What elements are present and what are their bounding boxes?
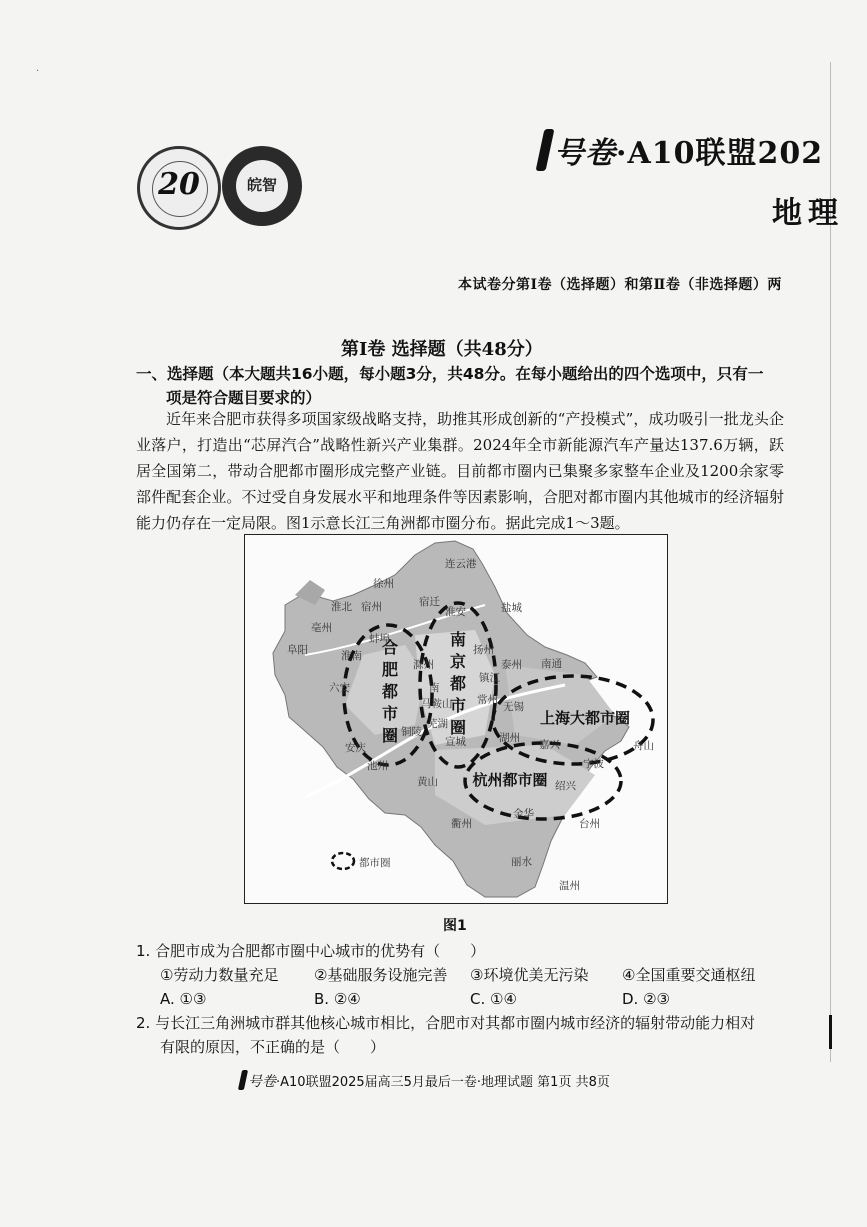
nanjing-circle-label-3: 都 xyxy=(449,674,467,693)
city-label: 南通 xyxy=(541,658,562,670)
nanjing-circle-label-4: 市 xyxy=(449,696,467,715)
city-label: 绍兴 xyxy=(555,780,576,792)
question-2-stem-line2: 有限的原因，不正确的是（ ） xyxy=(160,1038,386,1056)
city-label: 镇江 xyxy=(479,672,500,684)
q1-item-4: ④全国重要交通枢纽 xyxy=(622,966,756,984)
city-label: 芜湖 xyxy=(427,718,448,730)
hefei-circle-label-1: 合 xyxy=(381,638,399,657)
city-label: 宿州 xyxy=(361,601,382,613)
city-label: 亳州 xyxy=(311,622,332,634)
shanghai-circle-label: 上海大都市圈 xyxy=(539,709,631,727)
subject-title: 地理 xyxy=(772,196,844,231)
wanzhi-education-logo xyxy=(222,146,302,226)
nanjing-circle-label-5: 圈 xyxy=(449,718,467,737)
city-label: 湖州 xyxy=(499,732,520,744)
city-label: 安庆 xyxy=(345,742,366,754)
hangzhou-circle-label: 杭州都市圈 xyxy=(472,771,548,789)
q1-item-2: ②基础服务设施完善 xyxy=(314,966,448,984)
city-label: 泰州 xyxy=(501,659,522,671)
reading-passage: 近年来合肥市获得多项国家级战略支持，助推其形成创新的“产投模式”，成功吸引一批龙头企业落户，打造出“芯屏汽合”战略性新兴产业集群。2024年全市新能源汽车产量达137.6万辆，跃居全国第二，带动合肥都市圈形成完整产业链。目前都市圈内已集聚多家整车企业及1200余家零部件配套企业。不过受自身发展水平和地理条件等因素影响，合肥对都市圈内其他城市的经济辐射能力仍存在一定局限。图1示意长江三角洲都市圈分布。据此完成1～3题。 xyxy=(136,410,784,532)
legend-dashed-circle-icon xyxy=(332,853,354,869)
city-label: 南 xyxy=(429,682,440,694)
figure-caption: 图1 xyxy=(443,918,467,934)
wanzhi-logo-text: 皖智 xyxy=(246,176,277,194)
scan-mark: · xyxy=(36,66,40,77)
city-label: 阜阳 xyxy=(287,644,308,656)
city-label: 连云港 xyxy=(445,558,477,570)
city-label: 黄山 xyxy=(417,776,438,788)
section-title: 第Ⅰ卷 选择题（共48分） xyxy=(341,339,543,360)
brand-mark-icon xyxy=(536,129,555,171)
legend-label: 都市圈 xyxy=(359,857,391,869)
city-label: 盐城 xyxy=(501,602,522,614)
city-label: 无锡 xyxy=(503,701,524,713)
hefei-circle-label-3: 都 xyxy=(381,682,399,701)
city-label: 徐州 xyxy=(373,578,394,590)
q1-option-c: C. ①④ xyxy=(470,990,517,1008)
city-label: 铜陵 xyxy=(401,726,422,738)
city-label: 嘉兴 xyxy=(539,739,560,751)
nanjing-circle-label-1: 南 xyxy=(449,630,467,649)
city-label: 舟山 xyxy=(633,740,654,752)
city-label: 淮安 xyxy=(445,606,466,618)
city-label: 蚌埠 xyxy=(369,633,390,645)
hefei-circle-label-5: 圈 xyxy=(381,726,399,745)
nanjing-circle-label-2: 京 xyxy=(449,652,467,671)
city-label: 宁波 xyxy=(583,758,604,770)
footer-brand-mark-icon xyxy=(238,1070,248,1090)
city-label: 常州 xyxy=(477,694,498,706)
city-label: 淮南 xyxy=(341,650,362,662)
page-footer: 号卷·A10联盟2025届高三5月最后一卷·地理试题 第1页 共8页 xyxy=(240,1070,610,1091)
city-label: 温州 xyxy=(559,880,580,892)
city-label: 滁州 xyxy=(413,659,434,671)
city-label: 淮北 xyxy=(331,601,352,613)
city-label: 扬州 xyxy=(473,644,494,656)
q1-option-b: B. ②④ xyxy=(314,990,361,1008)
q1-item-3: ③环境优美无污染 xyxy=(470,966,589,984)
city-label: 宿迁 xyxy=(419,596,440,608)
hefei-circle-label-4: 市 xyxy=(381,704,399,723)
city-label: 马鞍山 xyxy=(421,698,453,710)
alliance-logo-text: 20 xyxy=(158,167,200,202)
section-instructions: 一、选择题（本大题共16小题，每小题3分，共48分。在每小题给出的四个选项中，只有一 项是符合题目要求的） xyxy=(136,365,764,407)
hefei-circle-label-2: 肥 xyxy=(381,660,399,679)
city-label: 丽水 xyxy=(511,856,532,868)
question-2-stem-line1: 2. 与长江三角洲城市群其他核心城市相比，合肥市对其都市圈内城市经济的辐射带动能力相对 xyxy=(136,1014,756,1032)
city-label: 衢州 xyxy=(451,818,472,830)
city-label: 金华 xyxy=(513,808,534,820)
figure-1-map xyxy=(244,534,668,904)
alliance-logo xyxy=(137,146,221,230)
city-label: 六安 xyxy=(329,682,350,694)
city-label: 台州 xyxy=(579,818,600,830)
page-edge-mark xyxy=(829,1015,832,1049)
exam-intro-line: 本试卷分第Ⅰ卷（选择题）和第Ⅱ卷（非选择题）两 xyxy=(458,277,782,293)
q1-item-1: ①劳动力数量充足 xyxy=(160,966,279,984)
q1-option-d: D. ②③ xyxy=(622,990,670,1008)
q1-option-a: A. ①③ xyxy=(160,990,207,1008)
exam-brand-title: 号卷·A10联盟202 xyxy=(540,128,823,172)
city-label: 宣城 xyxy=(445,736,466,748)
question-1-stem: 1. 合肥市成为合肥都市圈中心城市的优势有（ ） xyxy=(136,942,486,960)
city-label: 池州 xyxy=(367,760,388,772)
